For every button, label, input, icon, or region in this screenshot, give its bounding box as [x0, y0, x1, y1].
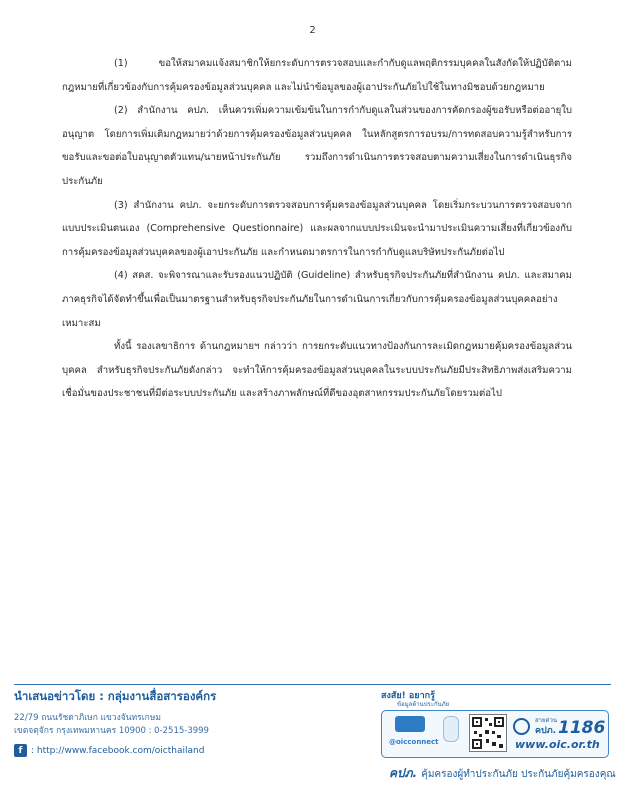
mascot-icon [443, 716, 459, 742]
paragraph-4 [62, 264, 572, 335]
facebook-row [14, 744, 354, 757]
address-line-1: 22/79 ถนนรัชดาภิเษก แขวงจันทรเกษม [14, 713, 161, 723]
oic-tagline [389, 764, 616, 783]
page-number: 2 [309, 25, 316, 36]
paragraph-5-text: ทั้งนี้ รองเลขาธิการ ด้านกฎหมายฯ กล่าวว่า การยกระดับแนวทางป้องกันการละเมิดกฎหมายคุ้มครองข้อมูลส่วนบุคคล สำหรับธุรกิจประกันภัยดังกล่าว จะทำให้การคุ้มครองข้อมูลส่วนบุคคลในระบบประกันภัยมีประสิทธิภาพส่งเสริมความเชื่อมั่นของประชาชนที่มีต่อระบบประกันภัย และสร้างภาพลักษณ์ที่ดีของอุตสาหกรรมประกันภัยโดยรวมต่อไป [62, 341, 572, 400]
paragraph-2-text: (2) สำนักงาน คปภ. เห็นควรเพิ่มความเข้มข้นในการกำกับดูแลในส่วนของการคัดกรองผู้ขอรับหรือต่ออายุใบอนุญาต โดยการเพิ่มเติมกฎหมายว่าด้วยการคุ้มครองข้อมูลส่วนบุคคล ในหลักสูตรการอบรม/การทดสอบความรู้สำหรับการขอรับและขอต่อใบอนุญาตตัวแทน/นายหน้าประกันภัย รวมถึงการดำเนินการตรวจสอบตามความเสี่ยงในการดำเนินธุรกิจประกันภัย [62, 105, 572, 187]
paragraph-5 [62, 335, 572, 406]
paragraph-3 [62, 194, 572, 265]
hotline-block [513, 714, 607, 754]
article-body [62, 52, 572, 406]
footer-contact [14, 688, 354, 757]
footer-divider [14, 684, 611, 685]
paragraph-3-text: (3) สำนักงาน คปภ. จะยกระดับการตรวจสอบการคุ้มครองข้อมูลส่วนบุคคล โดยเริ่มกระบวนการตรวจสอบจากแบบประเมินตนเอง (Comprehensive Questionnaire) และผลจากแบบประเมินจะนำมาประเมินความเสี่ยงที่เกี่ยวข้องกับการคุ้มครองข้อมูลส่วนบุคคลของผู้เอาประกันภัย และกำหนดมาตรการในการกำกับดูแลบริษัทประกันภัยต่อไป [62, 199, 572, 258]
hotline-number: 1186 [558, 718, 606, 738]
website-link[interactable]: www.oic.or.th [515, 738, 600, 751]
ad-subtitle: ข้อมูลด้านประกันภัย [397, 701, 450, 708]
paragraph-4-text: (4) สคส. จะพิจารณาและรับรองแนวปฏิบัติ (Guideline) สำหรับธุรกิจประกันภัยที่สำนักงาน คปภ. และสมาคมภาคธุรกิจได้จัดทำขึ้นเพื่อเป็นมาตรฐานสำหรับธุรกิจประกันภัยในการดำเนินการเกี่ยวกับการคุ้มครองข้อมูลส่วนบุคคลอย่างเหมาะสม [62, 270, 572, 329]
app-name: @oicconnect [389, 738, 439, 746]
presented-by: นำเสนอข่าวโดย : กลุ่มงานสื่อสารองค์กร [14, 689, 217, 703]
oic-logo-icon [513, 718, 530, 735]
ad-slogan: สงสัย! อยากรู้ [381, 691, 435, 701]
tagline-logo: คปภ. [389, 766, 418, 780]
app-block [389, 714, 439, 752]
app-badge-icon [395, 716, 425, 732]
paragraph-2 [62, 99, 572, 193]
hotline-org: คปภ. [535, 726, 557, 736]
paragraph-1-text: (1) ขอให้สมาคมแจ้งสมาชิกให้ยกระดับการตรวจสอบและกำกับดูแลพฤติกรรมบุคคลในสังกัดให้ปฏิบัติตามกฎหมายที่เกี่ยวข้องกับการคุ้มครองข้อมูลส่วนบุคคล และไม่นำข้อมูลของผู้เอาประกันภัยไปใช้ในทางมิชอบด้วยกฎหมาย [62, 58, 572, 93]
qr-code-icon [469, 714, 507, 752]
address-line-2: เขตจตุจักร กรุงเทพมหานคร 10900 : 0-2515-3999 [14, 726, 209, 736]
facebook-link[interactable]: : http://www.facebook.com/oicthailand [31, 745, 205, 756]
tagline-text: คุ้มครองผู้ทำประกันภัย ประกันภัยคุ้มครองคุณ [421, 769, 616, 780]
oic-hotline-banner [375, 688, 611, 756]
hotline-label: สายด่วน [535, 717, 557, 724]
facebook-icon: f [14, 744, 27, 757]
paragraph-1 [62, 52, 572, 99]
